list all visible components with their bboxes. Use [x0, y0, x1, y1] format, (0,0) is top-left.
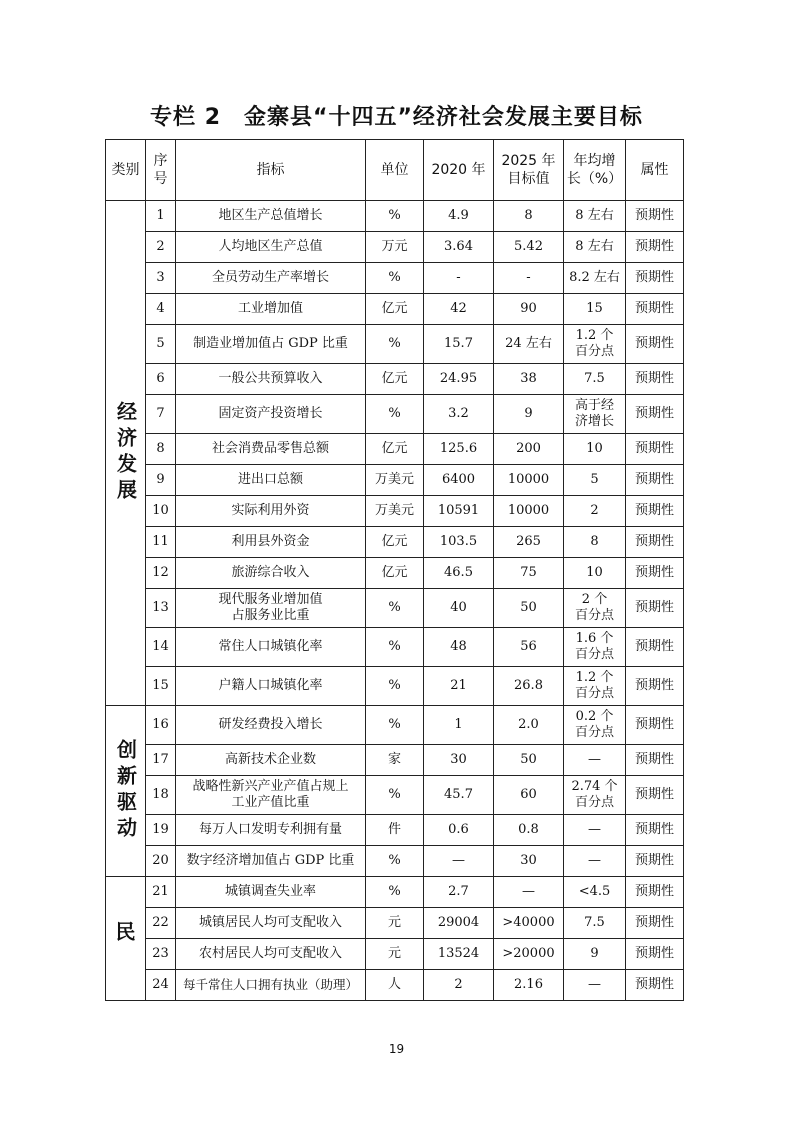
- row-indicator: 农村居民人均可支配收入: [176, 939, 366, 970]
- category-economy: 经济发展: [106, 201, 146, 706]
- row-unit: 亿元: [366, 364, 424, 395]
- row-unit: 件: [366, 815, 424, 846]
- header-2020: 2020 年: [424, 140, 494, 201]
- row-value-2020: 3.2: [424, 395, 494, 434]
- row-value-2020: —: [424, 846, 494, 877]
- row-attribute: 预期性: [626, 589, 684, 628]
- row-attribute: 预期性: [626, 294, 684, 325]
- row-value-2025: 5.42: [494, 232, 564, 263]
- table-row: [106, 364, 684, 395]
- row-indicator: 研发经费投入增长: [176, 706, 366, 745]
- table-row: [106, 706, 684, 745]
- row-seq: 17: [146, 745, 176, 776]
- row-growth: 2 个 百分点: [564, 589, 626, 628]
- row-attribute: 预期性: [626, 846, 684, 877]
- row-seq: 2: [146, 232, 176, 263]
- row-seq: 1: [146, 201, 176, 232]
- row-unit: 亿元: [366, 434, 424, 465]
- row-indicator: 户籍人口城镇化率: [176, 667, 366, 706]
- row-seq: 22: [146, 908, 176, 939]
- row-value-2025: 90: [494, 294, 564, 325]
- page-title: 专栏 2 金寨县“十四五”经济社会发展主要目标: [150, 105, 643, 130]
- row-indicator: 每万人口发明专利拥有量: [176, 815, 366, 846]
- row-value-2025: 8: [494, 201, 564, 232]
- row-unit: 亿元: [366, 558, 424, 589]
- row-growth: 1.2 个 百分点: [564, 667, 626, 706]
- row-indicator: 社会消费品零售总额: [176, 434, 366, 465]
- row-value-2020: 46.5: [424, 558, 494, 589]
- row-indicator: 地区生产总值增长: [176, 201, 366, 232]
- row-growth: 10: [564, 434, 626, 465]
- row-value-2020: 103.5: [424, 527, 494, 558]
- row-attribute: 预期性: [626, 877, 684, 908]
- row-unit: 万美元: [366, 496, 424, 527]
- row-value-2025: 2.0: [494, 706, 564, 745]
- row-growth: 7.5: [564, 908, 626, 939]
- table-row: [106, 201, 684, 232]
- row-unit: 人: [366, 970, 424, 1001]
- row-unit: %: [366, 395, 424, 434]
- table-row: [106, 846, 684, 877]
- row-growth: 9: [564, 939, 626, 970]
- row-unit: 亿元: [366, 294, 424, 325]
- row-growth: 1.6 个 百分点: [564, 628, 626, 667]
- row-value-2025: 2.16: [494, 970, 564, 1001]
- row-attribute: 预期性: [626, 776, 684, 815]
- row-indicator: 城镇调查失业率: [176, 877, 366, 908]
- row-attribute: 预期性: [626, 527, 684, 558]
- table-row: [106, 815, 684, 846]
- row-attribute: 预期性: [626, 325, 684, 364]
- row-indicator: 工业增加值: [176, 294, 366, 325]
- row-value-2025: -: [494, 263, 564, 294]
- row-growth: <4.5: [564, 877, 626, 908]
- row-indicator: 进出口总额: [176, 465, 366, 496]
- row-attribute: 预期性: [626, 465, 684, 496]
- row-seq: 8: [146, 434, 176, 465]
- row-growth: 0.2 个 百分点: [564, 706, 626, 745]
- row-indicator: 现代服务业增加值 占服务业比重: [176, 589, 366, 628]
- row-value-2020: 4.9: [424, 201, 494, 232]
- row-value-2025: 56: [494, 628, 564, 667]
- row-indicator: 旅游综合收入: [176, 558, 366, 589]
- row-growth: —: [564, 745, 626, 776]
- row-seq: 10: [146, 496, 176, 527]
- page-number: 19: [388, 1042, 405, 1056]
- row-seq: 11: [146, 527, 176, 558]
- row-seq: 19: [146, 815, 176, 846]
- row-value-2025: 26.8: [494, 667, 564, 706]
- table-row: [106, 325, 684, 364]
- row-value-2020: 42: [424, 294, 494, 325]
- row-attribute: 预期性: [626, 263, 684, 294]
- row-indicator: 每千常住人口拥有执业（助理）: [176, 970, 366, 1001]
- row-indicator: 常住人口城镇化率: [176, 628, 366, 667]
- row-value-2020: 40: [424, 589, 494, 628]
- row-value-2020: -: [424, 263, 494, 294]
- table-row: [106, 232, 684, 263]
- row-indicator: 战略性新兴产业产值占规上 工业产值比重: [176, 776, 366, 815]
- row-value-2020: 0.6: [424, 815, 494, 846]
- row-value-2020: 6400: [424, 465, 494, 496]
- row-indicator: 人均地区生产总值: [176, 232, 366, 263]
- row-seq: 23: [146, 939, 176, 970]
- row-seq: 4: [146, 294, 176, 325]
- row-growth: —: [564, 846, 626, 877]
- table-row: [106, 667, 684, 706]
- row-unit: %: [366, 667, 424, 706]
- row-seq: 15: [146, 667, 176, 706]
- table-row: [106, 465, 684, 496]
- header-2025: 2025 年 目标值: [494, 140, 564, 201]
- row-attribute: 预期性: [626, 434, 684, 465]
- row-indicator: 利用县外资金: [176, 527, 366, 558]
- header-attr: 属性: [626, 140, 684, 201]
- row-value-2025: 265: [494, 527, 564, 558]
- row-seq: 9: [146, 465, 176, 496]
- row-growth: 2.74 个 百分点: [564, 776, 626, 815]
- row-unit: %: [366, 846, 424, 877]
- table-row: [106, 877, 684, 908]
- table-row: [106, 628, 684, 667]
- table-row: [106, 527, 684, 558]
- row-seq: 13: [146, 589, 176, 628]
- table-row: [106, 745, 684, 776]
- row-unit: %: [366, 628, 424, 667]
- row-indicator: 固定资产投资增长: [176, 395, 366, 434]
- row-value-2020: 125.6: [424, 434, 494, 465]
- row-seq: 21: [146, 877, 176, 908]
- row-value-2025: 60: [494, 776, 564, 815]
- row-value-2020: 48: [424, 628, 494, 667]
- row-unit: %: [366, 325, 424, 364]
- header-seq: 序 号: [146, 140, 176, 201]
- row-value-2025: >20000: [494, 939, 564, 970]
- row-seq: 20: [146, 846, 176, 877]
- table-row: [106, 395, 684, 434]
- header-category: 类别: [106, 140, 146, 201]
- row-indicator: 实际利用外资: [176, 496, 366, 527]
- row-indicator: 一般公共预算收入: [176, 364, 366, 395]
- row-value-2025: 10000: [494, 465, 564, 496]
- row-unit: 万元: [366, 232, 424, 263]
- row-unit: %: [366, 706, 424, 745]
- row-growth: 10: [564, 558, 626, 589]
- row-unit: %: [366, 776, 424, 815]
- header-growth: 年均增 长（%）: [564, 140, 626, 201]
- row-value-2020: 30: [424, 745, 494, 776]
- row-unit: 家: [366, 745, 424, 776]
- table-row: [106, 263, 684, 294]
- row-seq: 7: [146, 395, 176, 434]
- row-unit: 元: [366, 939, 424, 970]
- row-growth: 8 左右: [564, 201, 626, 232]
- row-attribute: 预期性: [626, 395, 684, 434]
- table-row: [106, 558, 684, 589]
- row-value-2025: 9: [494, 395, 564, 434]
- row-value-2025: 10000: [494, 496, 564, 527]
- row-seq: 6: [146, 364, 176, 395]
- row-value-2020: 1: [424, 706, 494, 745]
- row-attribute: 预期性: [626, 970, 684, 1001]
- category-livelihood: 民: [106, 877, 146, 1001]
- row-value-2025: 200: [494, 434, 564, 465]
- row-indicator: 全员劳动生产率增长: [176, 263, 366, 294]
- row-growth: 5: [564, 465, 626, 496]
- table-row: [106, 434, 684, 465]
- row-seq: 14: [146, 628, 176, 667]
- row-attribute: 预期性: [626, 201, 684, 232]
- row-unit: 亿元: [366, 527, 424, 558]
- row-growth: —: [564, 815, 626, 846]
- row-indicator: 高新技术企业数: [176, 745, 366, 776]
- row-growth: 高于经 济增长: [564, 395, 626, 434]
- row-value-2025: 38: [494, 364, 564, 395]
- header-indicator: 指标: [176, 140, 366, 201]
- row-value-2020: 3.64: [424, 232, 494, 263]
- row-value-2025: >40000: [494, 908, 564, 939]
- table-row: [106, 294, 684, 325]
- row-value-2020: 15.7: [424, 325, 494, 364]
- table-row: [106, 970, 684, 1001]
- table-row: [106, 589, 684, 628]
- row-growth: 8.2 左右: [564, 263, 626, 294]
- row-attribute: 预期性: [626, 628, 684, 667]
- row-value-2025: —: [494, 877, 564, 908]
- row-attribute: 预期性: [626, 496, 684, 527]
- category-innovation: 创新驱动: [106, 706, 146, 877]
- row-seq: 18: [146, 776, 176, 815]
- row-growth: 2: [564, 496, 626, 527]
- targets-table: [105, 139, 684, 1001]
- table-row: [106, 776, 684, 815]
- row-value-2020: 2.7: [424, 877, 494, 908]
- row-unit: %: [366, 877, 424, 908]
- row-attribute: 预期性: [626, 364, 684, 395]
- row-growth: 7.5: [564, 364, 626, 395]
- table-row: [106, 939, 684, 970]
- row-indicator: 制造业增加值占 GDP 比重: [176, 325, 366, 364]
- row-seq: 5: [146, 325, 176, 364]
- header-unit: 单位: [366, 140, 424, 201]
- row-seq: 16: [146, 706, 176, 745]
- row-growth: 8 左右: [564, 232, 626, 263]
- row-value-2020: 13524: [424, 939, 494, 970]
- row-attribute: 预期性: [626, 706, 684, 745]
- table-row: [106, 496, 684, 527]
- row-attribute: 预期性: [626, 232, 684, 263]
- row-attribute: 预期性: [626, 908, 684, 939]
- row-value-2020: 21: [424, 667, 494, 706]
- table-row: [106, 908, 684, 939]
- row-indicator: 数字经济增加值占 GDP 比重: [176, 846, 366, 877]
- row-value-2025: 75: [494, 558, 564, 589]
- row-attribute: 预期性: [626, 667, 684, 706]
- row-attribute: 预期性: [626, 745, 684, 776]
- row-value-2020: 24.95: [424, 364, 494, 395]
- row-seq: 24: [146, 970, 176, 1001]
- row-value-2025: 30: [494, 846, 564, 877]
- row-growth: 1.2 个 百分点: [564, 325, 626, 364]
- row-attribute: 预期性: [626, 558, 684, 589]
- row-attribute: 预期性: [626, 939, 684, 970]
- row-value-2020: 2: [424, 970, 494, 1001]
- row-unit: %: [366, 589, 424, 628]
- row-growth: 8: [564, 527, 626, 558]
- row-seq: 12: [146, 558, 176, 589]
- header-row: [106, 140, 684, 201]
- row-growth: —: [564, 970, 626, 1001]
- row-value-2025: 24 左右: [494, 325, 564, 364]
- row-value-2025: 0.8: [494, 815, 564, 846]
- row-growth: 15: [564, 294, 626, 325]
- row-value-2020: 10591: [424, 496, 494, 527]
- row-seq: 3: [146, 263, 176, 294]
- row-value-2020: 45.7: [424, 776, 494, 815]
- row-value-2020: 29004: [424, 908, 494, 939]
- row-attribute: 预期性: [626, 815, 684, 846]
- row-unit: %: [366, 263, 424, 294]
- row-value-2025: 50: [494, 745, 564, 776]
- row-indicator: 城镇居民人均可支配收入: [176, 908, 366, 939]
- row-value-2025: 50: [494, 589, 564, 628]
- row-unit: %: [366, 201, 424, 232]
- row-unit: 元: [366, 908, 424, 939]
- row-unit: 万美元: [366, 465, 424, 496]
